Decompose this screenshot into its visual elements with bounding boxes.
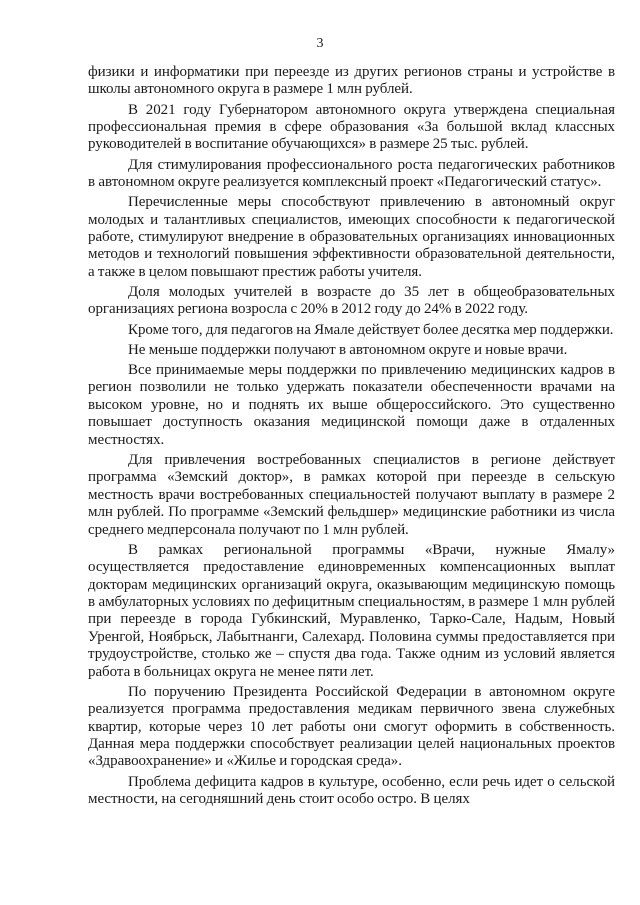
page-number: 3 <box>316 36 324 51</box>
paragraph-pedagogical-status-project: Для стимулирования профессионального роста педагогических работников в автономном округе реализуется комплексный проект «Педагогический статус». <box>88 156 615 191</box>
paragraph-culture-staff-shortage: Проблема дефицита кадров в культуре, особенно, если речь идет о сельской местности, на сегодняшний день стоит особо остро. В целях <box>88 773 615 808</box>
paragraph-young-teachers-share: Доля молодых учителей в возрасте до 35 лет в общеобразовательных организациях региона возросла с 20% в 2012 году до 24% в 2022 году. <box>88 284 615 318</box>
paragraph-class-teacher-award: В 2021 году Губернатором автономного округа утверждена специальная профессиональная премия в сфере образования «За большой вклад классных руководителей в воспитание обучающихся» в размере 25 тыс. рублей. <box>88 101 615 153</box>
paragraph-service-apartments: По поручению Президента Российской Федерации в автономном округе реализуется программа предоставления медикам первичного звена служебных квартир, которые через 10 лет работы они смогут оформить в собственность. Данная мера поддержки способствует реализации целей национальных проектов «Здравоохранение» и «Жилье и городская среда». <box>88 683 615 770</box>
paragraph-medical-staff-retention: Все принимаемые меры поддержки по привлечению медицинских кадров в регион позволили не только удержать показатели обеспеченности врачами на высоком уровне, но и поднять их выше общероссийского. Это существенно повышает доступность оказания медицинской помощи даже в отдаленных местностях. <box>88 362 615 448</box>
paragraph-measures-effect: Перечисленные меры способствуют привлечению в автономный округ молодых и талантливых специалистов, имеющих способности к педагогической работе, стимулируют внедрение в образовательных организациях инновационных методов и технологий повышения эффективности образовательной деятельности, а также в целом повышают престиж работы учителя. <box>88 194 615 280</box>
paragraph-doctors-needed-yamal-program: В рамках региональной программы «Врачи, нужные Ямалу» осуществляется предоставление единовременных компенсационных выплат докторам медицинских организаций округа, оказывающим медицинскую помощь в амбулаторных условиях по дефицитным специальностям, в размере 1 млн рублей при переезде в города Губкинский, Муравленко, Тарко-Сале, Надым, Новый Уренгой, Ноябрьск, Лабытнанги, Салехард. Половина суммы предоставляется при трудоустройстве, столько же – спустя два года. Также одним из условий является работа в больницах округа не менее пяти лет. <box>88 541 615 680</box>
paragraph-teacher-relocation-continued: физики и информатики при переезде из других регионов страны и устройстве в школы автономного округа в размере 1 млн рублей. <box>88 64 615 98</box>
body-text <box>88 64 615 811</box>
paragraph-teacher-support-measures: Кроме того, для педагогов на Ямале действует более десятка мер поддержки. <box>128 321 614 338</box>
paragraph-new-doctors-support: Не меньше поддержки получают в автономном округе и новые врачи. <box>128 341 568 358</box>
paragraph-zemsky-doctor-program: Для привлечения востребованных специалистов в регионе действует программа «Земский доктор», в рамках которой при переезде в сельскую местность врачи востребованных специальностей получают выплату в размере 2 млн рублей. По программе «Земский фельдшер» медицинские работники из числа среднего медперсонала получают по 1 млн рублей. <box>88 451 615 538</box>
